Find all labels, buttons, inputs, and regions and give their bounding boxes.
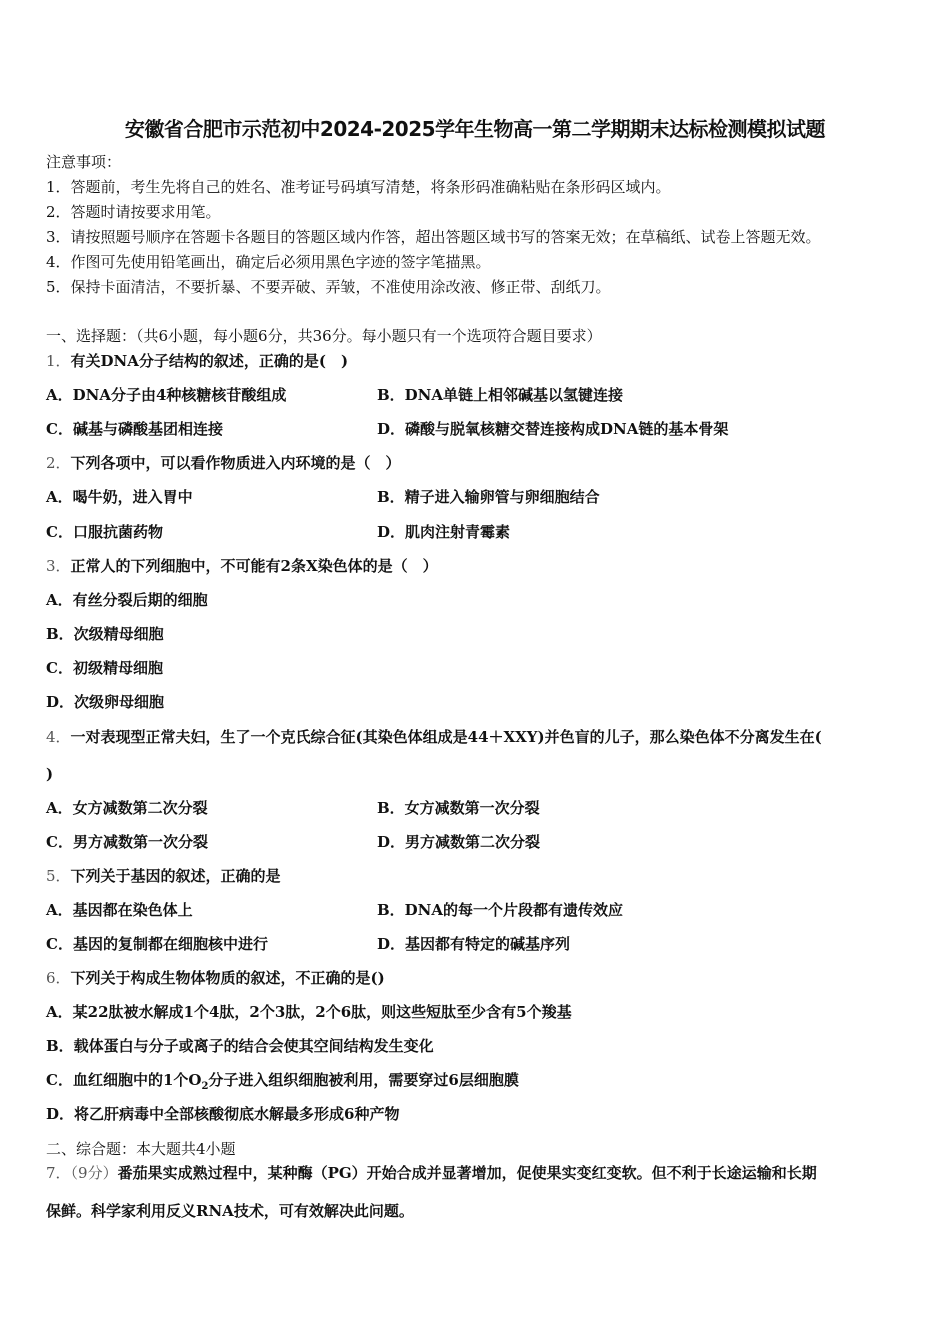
question-number: 1． [46, 352, 71, 370]
question-score: （9分） [70, 1164, 118, 1182]
option-d[interactable]: D．将乙肝病毒中全部核酸彻底水解最多形成6种产物 [46, 1105, 400, 1123]
option-d[interactable]: D．男方减数第二次分裂 [377, 833, 541, 851]
option-c[interactable]: C．碱基与磷酸基团相连接 [46, 420, 223, 438]
option-b[interactable]: B．女方减数第一次分裂 [377, 799, 540, 817]
option-a[interactable]: A．女方减数第二次分裂 [46, 799, 208, 817]
option-c[interactable]: C．口服抗菌药物 [46, 523, 163, 541]
option-d[interactable]: D．肌肉注射青霉素 [377, 523, 511, 541]
question-number: 2． [46, 454, 71, 472]
question-stem: 正常人的下列细胞中，不可能有2条X染色体的是（ ） [70, 557, 438, 575]
option-c[interactable]: C．初级精母细胞 [46, 659, 163, 677]
question-number: 6． [46, 969, 71, 987]
option-b[interactable]: B．DNA的每一个片段都有遗传效应 [377, 901, 624, 919]
question-1 [46, 351, 348, 371]
question-stem: 下列关于构成生物体物质的叙述，不正确的是() [70, 969, 385, 987]
option-a[interactable]: A．喝牛奶，进入胃中 [46, 488, 193, 506]
notice-heading: 注意事项： [46, 153, 122, 171]
section2-heading: 二、综合题：本大题共4小题 [46, 1140, 236, 1158]
option-a[interactable]: A．某22肽被水解成1个4肽，2个3肽，2个6肽，则这些短肽至少含有5个羧基 [46, 1003, 572, 1021]
option-b[interactable]: B．精子进入输卵管与卵细胞结合 [377, 488, 600, 506]
section1-heading: 一、选择题：（共6小题，每小题6分，共36分。每小题只有一个选项符合题目要求） [46, 327, 602, 345]
option-b[interactable]: B．DNA单链上相邻碱基以氢键连接 [377, 386, 624, 404]
notice-item: 4．作图可先使用铅笔画出，确定后必须用黑色字迹的签字笔描黑。 [46, 253, 491, 271]
option-c-text: 分子进入组织细胞被利用，需要穿过6层细胞膜 [208, 1071, 519, 1089]
question-stem: 有关DNA分子结构的叙述，正确的是( ) [70, 352, 349, 370]
option-c-text: C．血红细胞中的1个O [46, 1071, 202, 1089]
question-stem: 番茄果实成熟过程中，某种酶（PG）开始合成并显著增加，促使果实变红变软。但不利于长途运输和长期 [117, 1164, 817, 1182]
question-3 [46, 556, 438, 576]
option-b[interactable]: B．载体蛋白与分子或离子的结合会使其空间结构发生变化 [46, 1037, 434, 1055]
subscript: 2 [201, 1081, 209, 1092]
notice-item: 5．保持卡面清洁，不要折暴、不要弄破、弄皱，不准使用涂改液、修正带、刮纸刀。 [46, 278, 611, 296]
option-a[interactable]: A．DNA分子由4种核糖核苷酸组成 [46, 386, 287, 404]
option-c[interactable] [46, 1070, 519, 1097]
question-5 [46, 866, 281, 886]
question-2 [46, 453, 401, 473]
question-number: 4． [46, 728, 71, 746]
option-a[interactable]: A．基因都在染色体上 [46, 901, 193, 919]
page-title: 安徽省合肥市示范初中2024-2025学年生物高一第二学期期末达标检测模拟试题 [124, 117, 826, 141]
option-d[interactable]: D．次级卵母细胞 [46, 693, 165, 711]
question-4 [46, 727, 822, 747]
option-d[interactable]: D．磷酸与脱氧核糖交替连接构成DNA链的基本骨架 [377, 420, 729, 438]
question-number: 7． [46, 1164, 71, 1182]
option-c[interactable]: C．男方减数第一次分裂 [46, 833, 208, 851]
notice-item: 1．答题前，考生先将自己的姓名、准考证号码填写清楚，将条形码准确粘贴在条形码区域内。 [46, 178, 671, 196]
notice-item: 3．请按照题号顺序在答题卡各题目的答题区域内作答，超出答题区域书写的答案无效；在草稿纸、试卷上答题无效。 [46, 228, 821, 246]
notice-item: 2．答题时请按要求用笔。 [46, 203, 221, 221]
option-a[interactable]: A．有丝分裂后期的细胞 [46, 591, 208, 609]
question-stem: 下列各项中，可以看作物质进入内环境的是（ ） [70, 454, 401, 472]
question-stem: 下列关于基因的叙述，正确的是 [70, 867, 281, 885]
question-7 [46, 1163, 817, 1183]
question-stem: 一对表现型正常夫妇，生了一个克氏综合征(其染色体组成是44＋XXY)并色盲的儿子，那么染色体不分离发生在( [70, 728, 822, 746]
question-stem-continued: 保鲜。科学家利用反义RNA技术，可有效解决此问题。 [46, 1202, 414, 1220]
option-d[interactable]: D．基因都有特定的碱基序列 [377, 935, 571, 953]
option-c[interactable]: C．基因的复制都在细胞核中进行 [46, 935, 268, 953]
question-6 [46, 968, 385, 988]
question-number: 5． [46, 867, 71, 885]
question-stem-continued: ) [46, 765, 54, 783]
option-b[interactable]: B．次级精母细胞 [46, 625, 164, 643]
question-number: 3． [46, 557, 71, 575]
